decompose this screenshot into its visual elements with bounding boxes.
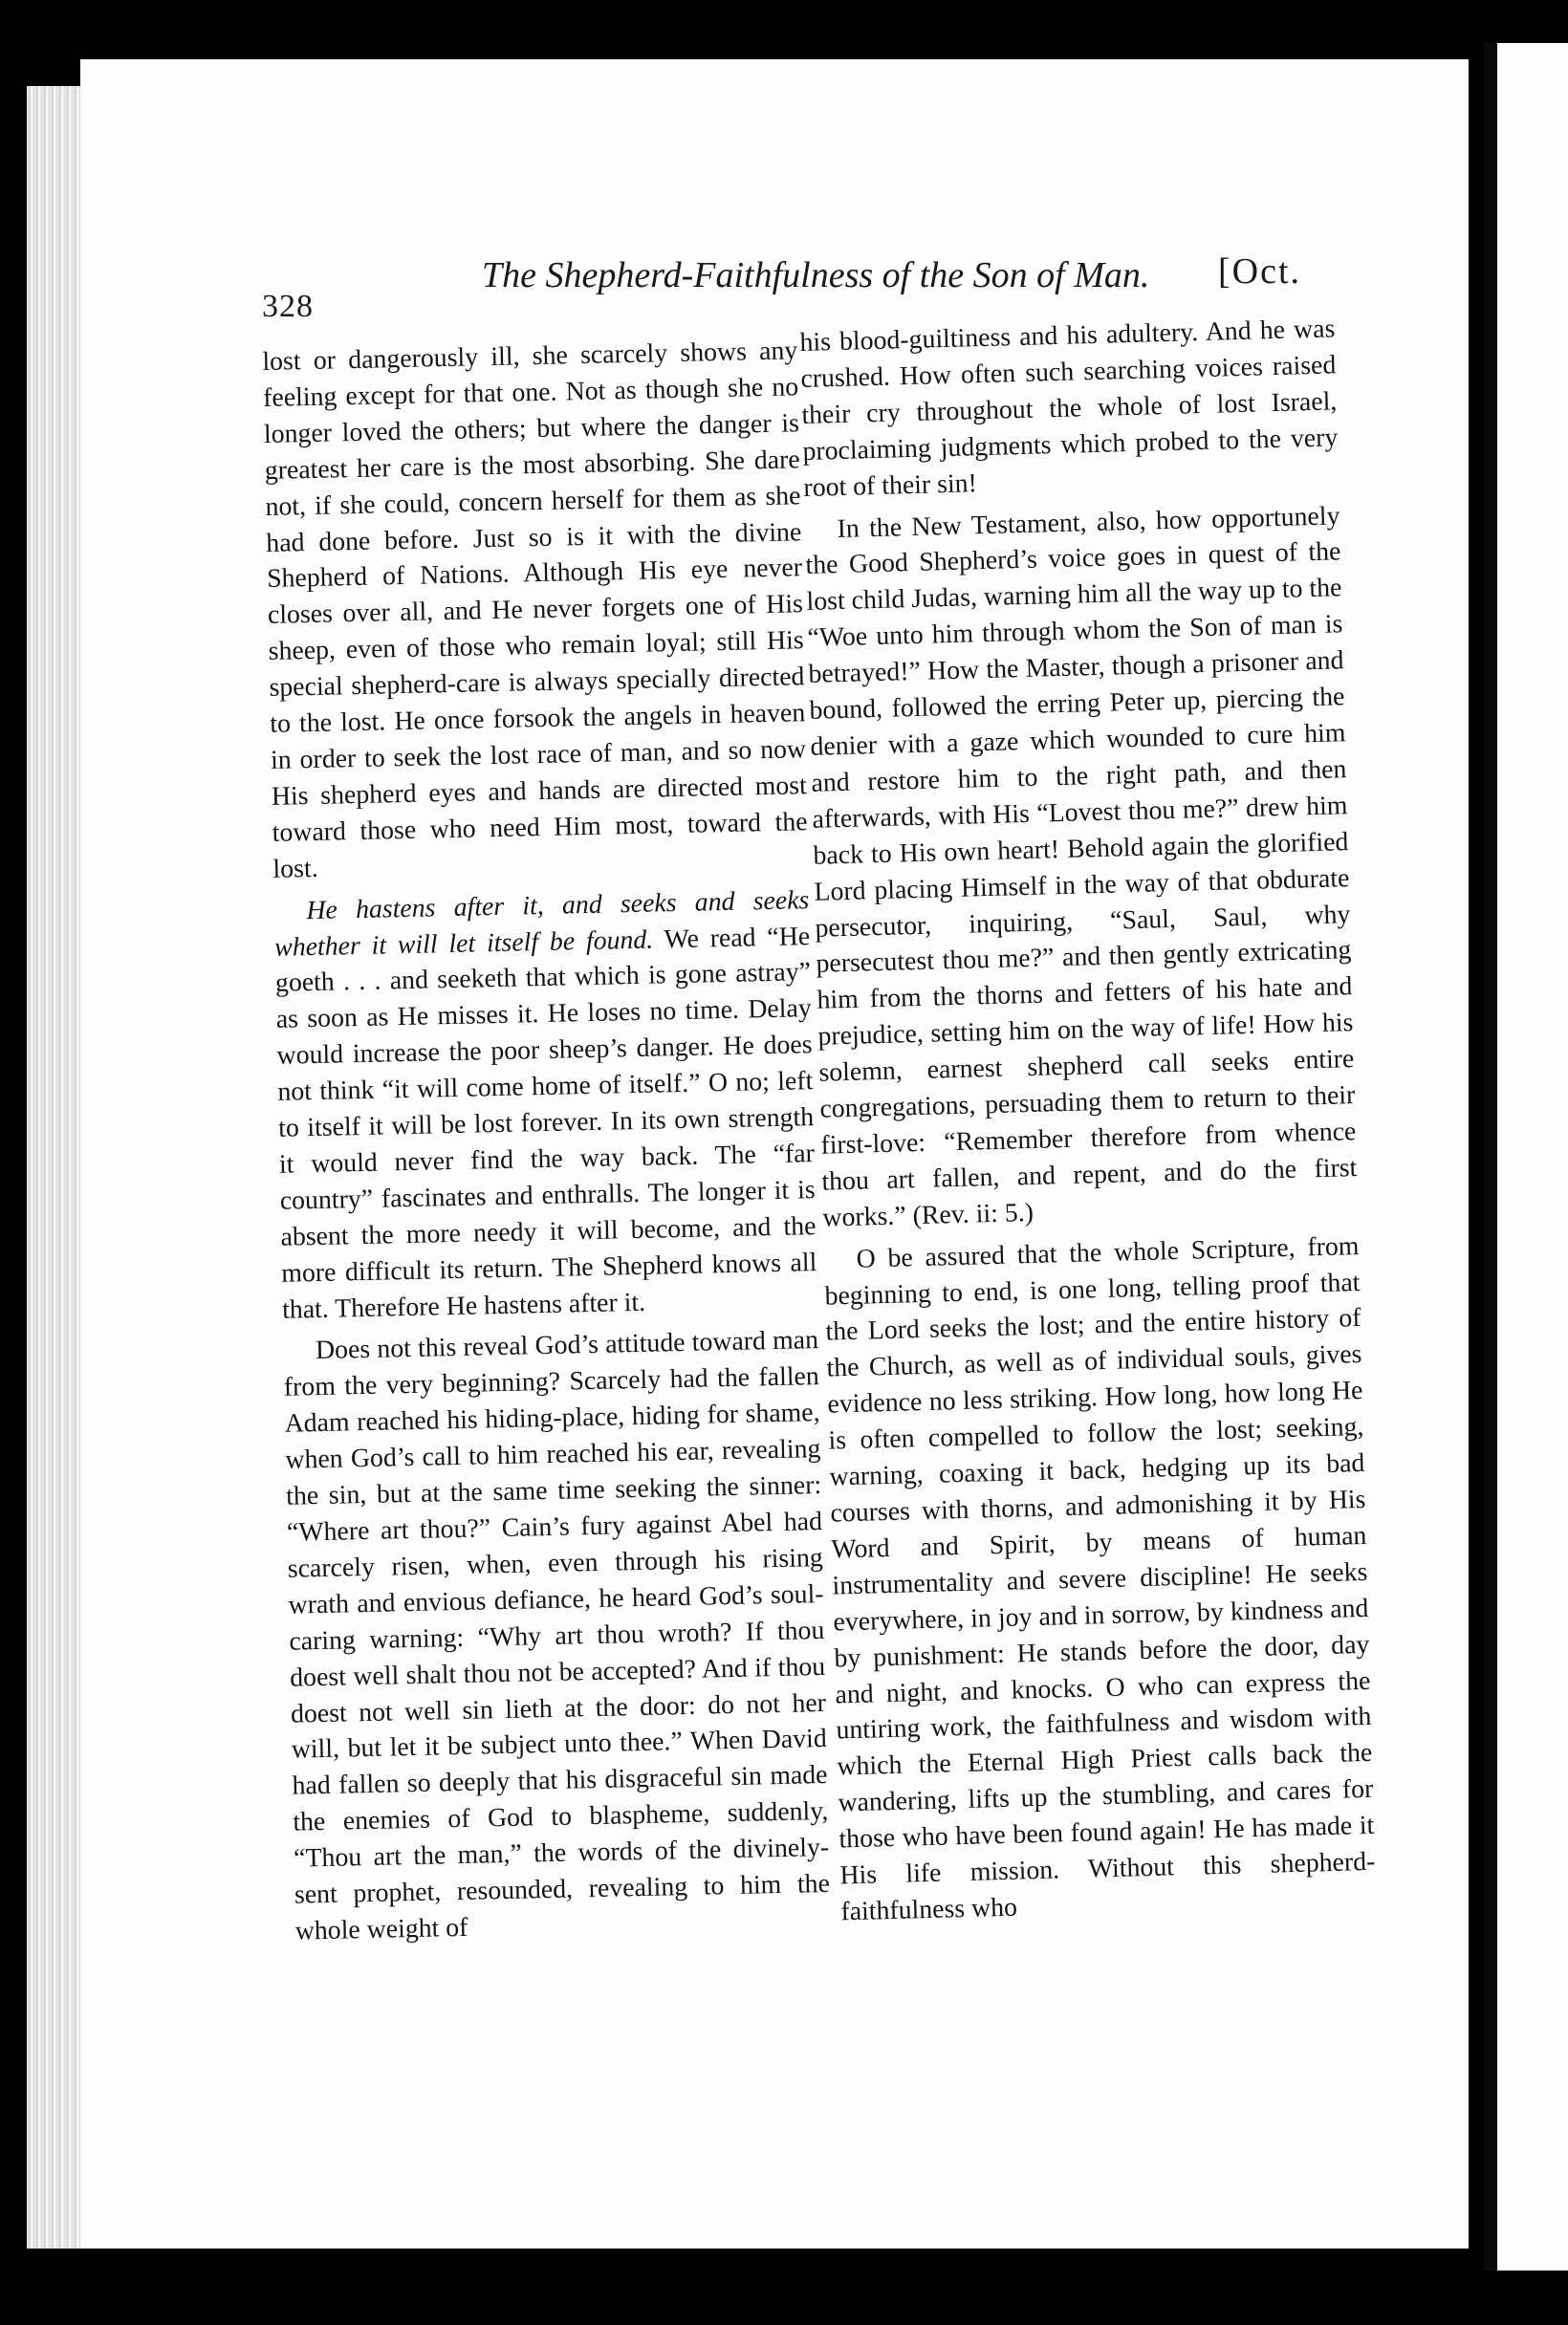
running-title: The Shepherd-Faithfulness of the Son of Man.	[482, 255, 1150, 295]
left-column	[262, 333, 831, 1949]
running-head-month: [Oct.	[1218, 251, 1302, 292]
paragraph: Does not this reveal God’s attitude toward man from the very beginning? Scarcely had the fallen Adam reached his hiding-place, hiding for shame, when God’s call to him reached his ear, revealing the sin, but at the same time seeking the sinner: “Where art thou?” Cain’s fury against Abel had scarcely risen, when, even through his rising wrath and envious defiance, he heard God’s soul-caring warning: “Why art thou wroth? If thou doest well shalt thou not be accepted? And if thou doest not well sin lieth at the door: do not her will, but let it be subject unto thee.” When David had fallen so deeply that his disgraceful sin made the enemies of God to blaspheme, suddenly, “Thou art the man,” the words of the divinely-sent prophet, resounded, revealing to him the whole weight of	[283, 1325, 831, 1946]
paragraph: In the New Testament, also, how opportunely the Good Shepherd’s voice goes in quest of the lost child Judas, warning him all the way up to the “Woe unto him through whom the Son of man is betrayed!” How the Master, though a prisoner and bound, followed the erring Peter up, piercing the denier with a gaze which wounded to cure him and restore him to the right path, and then afterwards, with His “Lovest thou me?” drew him back to His own heart! Behold again the glorified Lord placing Himself in the way of that obdurate persecutor, inquiring, “Saul, Saul, why persecutest thou me?” and then gently extricating him from the thorns and fetters of his hate and prejudice, setting him on the way of life! How his solemn, earnest shepherd call seeks entire congregations, persuading them to return to their first-love: “Remember therefore from whence thou art fallen, and repent, and do the first works.” (Rev. ii: 5.)	[805, 500, 1358, 1233]
paragraph: his blood-guiltiness and his adultery. And he was crushed. How often such searching voices raised their cry throughout the whole of lost Israel, proclaiming judgments which probed to the very root of their sin!	[799, 314, 1339, 503]
paragraph	[273, 882, 817, 1329]
adjacent-page-edge	[1484, 43, 1568, 2271]
right-column	[799, 311, 1377, 1930]
book-page-edges	[27, 86, 82, 2249]
page-number: 328	[262, 289, 314, 324]
paragraph: O be assured that the whole Scripture, from beginning to end, is one long, telling proof that the Lord seeks the lost; and the entire history of the Church, as well as of individual souls, gives evidence no less striking. How long, how long He is often compelled to follow the lost; seeking, warning, coaxing it back, hedging up its bad courses with thorns, and admonishing it by His Word and Spirit, by means of human instrumentality and severe discipline! He seeks everywhere, in joy and in sorrow, by kindness and by punishment: He stands before the door, day and night, and knocks. O who can express the untiring work, the faithfulness and wisdom with which the Eternal High Priest calls back the wandering, lifts up the stumbling, and cares for those who have been found again! He has made it His life mission. Without this shepherd-faithfulness who	[824, 1230, 1376, 1927]
running-head	[80, 250, 1469, 324]
book-page	[80, 59, 1469, 2249]
paragraph-text: We read “He goeth . . . and seeketh that which is gone astray” as soon as He misses it. He loses no time. Delay would increase the poor sheep’s danger. He does not think “it will come home of itself.” O no; left to itself it will be lost forever. In its own strength it would never find the way back. The “far country” fascinates and enthralls. The longer it is absent the more needy it will become, and the more difficult its return. The Shepherd knows all that. Therefore He hastens after it.	[274, 921, 817, 1325]
italic-lead: He hastens after it, and seeks and seeks whether it will let itself be found.	[273, 884, 810, 963]
paragraph: lost or dangerously ill, she scarcely shows any feeling except for that one. Not as though she no longer loved the others; but where the danger is greatest her care is the most absorbing. She dare not, if she could, concern herself for them as she had done before. Just so is it with the divine Shepherd of Nations. Although His eye never closes over all, and He never forgets one of His sheep, even of those who remain loyal; still His special shepherd-care is always specially directed to the lost. He once forsook the angels in heaven in order to seek the lost race of man, and so now His shepherd eyes and hands are directed most toward those who need Him most, toward the lost.	[262, 336, 808, 884]
